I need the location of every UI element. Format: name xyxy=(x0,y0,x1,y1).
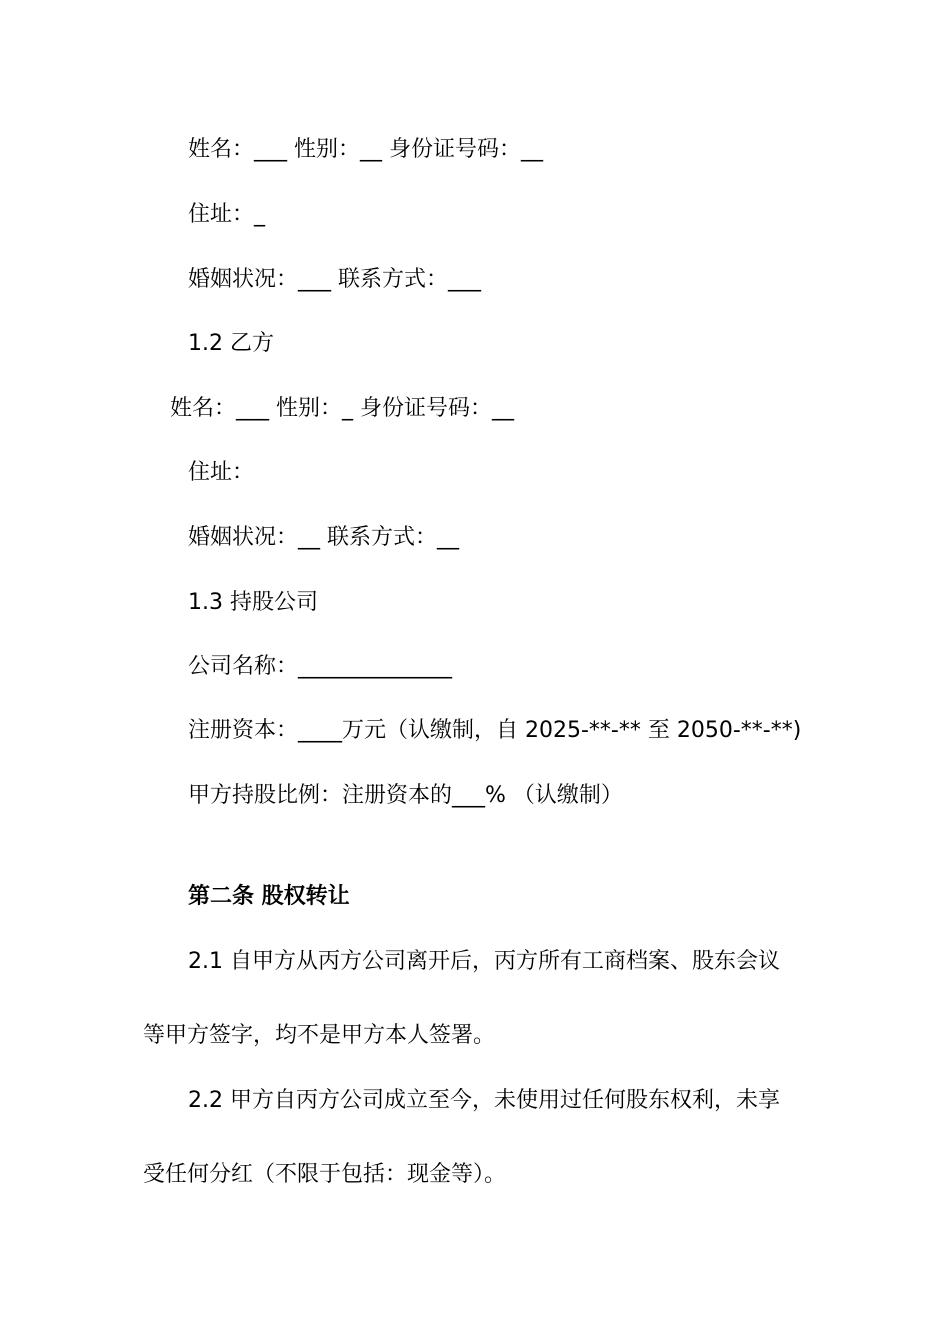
party-a-address-line: 住址：_ xyxy=(188,202,266,227)
party-a-name-line: 姓名：___ 性别：__ 身份证号码：__ xyxy=(188,137,543,162)
party-b-heading: 1.2 乙方 xyxy=(188,331,274,356)
company-ratio-line: 甲方持股比例：注册资本的___% （认缴制） xyxy=(188,783,623,808)
party-a-marriage-line: 婚姻状况：___ 联系方式：___ xyxy=(188,267,481,292)
clause-2-2-line-1: 2.2 甲方自丙方公司成立至今，未使用过任何股东权利，未享 xyxy=(188,1088,780,1113)
company-heading: 1.3 持股公司 xyxy=(188,590,318,615)
article-2-title: 第二条 股权转让 xyxy=(188,884,350,909)
clause-2-1-line-2: 等甲方签字，均不是甲方本人签署。 xyxy=(143,1023,496,1048)
company-capital-line: 注册资本：____万元（认缴制，自 2025-**-** 至 2050-**-**) xyxy=(188,718,802,743)
company-name-line: 公司名称：______________ xyxy=(188,654,453,679)
party-b-address-line: 住址： xyxy=(188,460,255,485)
party-b-name-line: 姓名：___ 性别：_ 身份证号码：__ xyxy=(170,396,514,421)
clause-2-1-line-1: 2.1 自甲方从丙方公司离开后，丙方所有工商档案、股东会议 xyxy=(188,949,780,974)
clause-2-2-line-2: 受任何分红（不限于包括：现金等）。 xyxy=(143,1162,507,1187)
party-b-marriage-line: 婚姻状况：__ 联系方式：__ xyxy=(188,525,459,550)
